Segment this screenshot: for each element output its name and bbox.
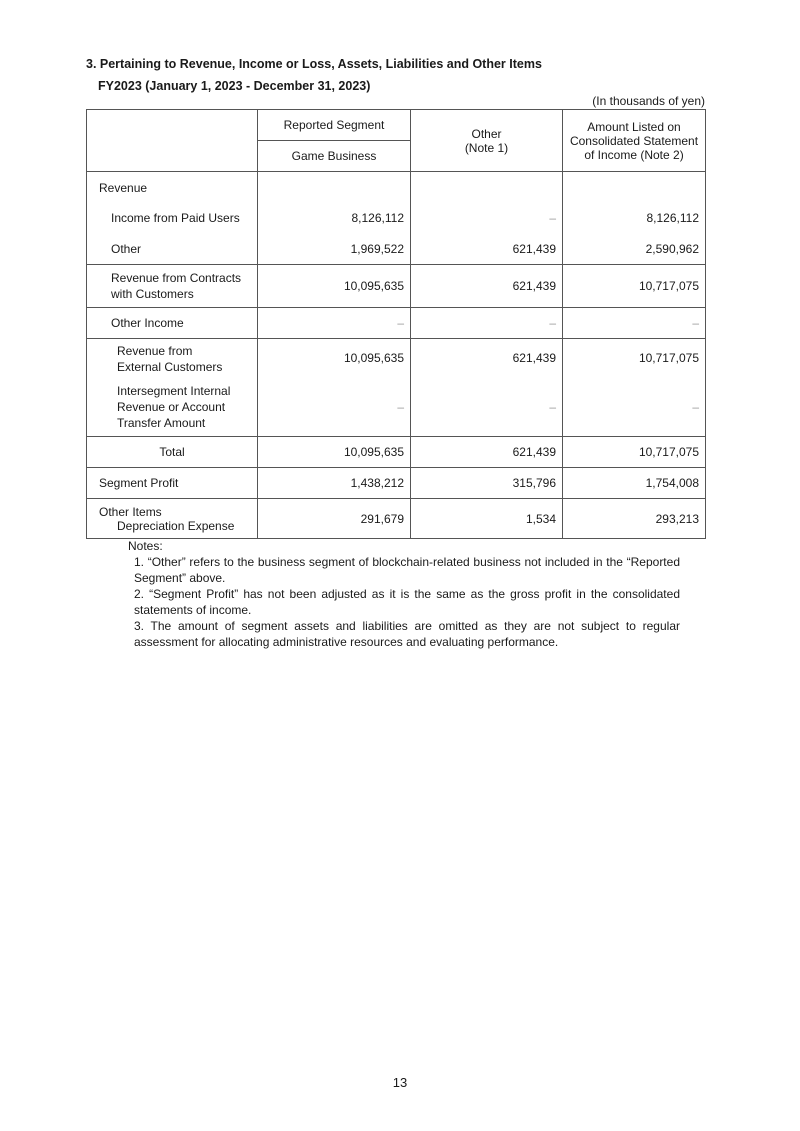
depreciation-amount-value: 293,213	[563, 499, 706, 539]
external-label-line1: Revenue from	[117, 344, 193, 358]
contracts-amount-value: 10,717,075	[563, 265, 706, 308]
segment-profit-amount-value: 1,754,008	[563, 468, 706, 499]
header-other-line1: Other	[471, 126, 502, 141]
external-intersegment-game	[258, 339, 411, 437]
header-game-business: Game Business	[258, 141, 411, 172]
paid-users-label: Income from Paid Users	[111, 211, 240, 225]
notes-block	[128, 538, 680, 650]
notes-title: Notes:	[128, 539, 163, 553]
external-game-value: 10,095,635	[343, 351, 404, 365]
other-income-amount-value: –	[563, 308, 706, 339]
total-game-value: 10,095,635	[258, 437, 411, 468]
header-amount-listed	[563, 110, 706, 172]
total-other-value: 621,439	[411, 437, 563, 468]
segment-profit-game-value: 1,438,212	[258, 468, 411, 499]
note-3: 3. The amount of segment assets and liabilities are omitted as they are not subject to regular assessment for allocating administrative resources and evaluating performance.	[134, 619, 680, 649]
header-amount-line3: of Income (Note 2)	[584, 147, 684, 162]
external-intersegment-amount	[563, 339, 706, 437]
note-2: 2. “Segment Profit” has not been adjusted as it is the same as the gross profit in the consolidated statements of income.	[134, 587, 680, 617]
external-other-value: 621,439	[512, 351, 556, 365]
section-title: 3. Pertaining to Revenue, Income or Loss, Assets, Liabilities and Other Items	[86, 57, 542, 71]
total-amount-value: 10,717,075	[563, 437, 706, 468]
other-income-other-value: –	[411, 308, 563, 339]
intersegment-label-line3: Transfer Amount	[117, 416, 206, 430]
external-intersegment-other	[411, 339, 563, 437]
revenue-group-labels	[87, 172, 258, 265]
revenue-label: Revenue	[99, 180, 148, 195]
other-revenue-game-value: 1,969,522	[350, 241, 404, 256]
header-amount-line2: Consolidated Statement	[569, 133, 699, 148]
paid-users-other-value: –	[549, 211, 556, 225]
intersegment-label-line1: Intersegment Internal	[117, 384, 231, 398]
contracts-game-value: 10,095,635	[258, 265, 411, 308]
revenue-group-game	[258, 172, 411, 265]
other-income-game-value: –	[258, 308, 411, 339]
contracts-other-value: 621,439	[411, 265, 563, 308]
header-other	[411, 110, 563, 172]
intersegment-other-value: –	[549, 399, 556, 414]
external-amount-value: 10,717,075	[638, 351, 699, 365]
intersegment-game-value: –	[397, 399, 404, 414]
paid-users-amount-value: 8,126,112	[646, 211, 699, 225]
contracts-label-line1: Revenue from Contracts	[111, 271, 242, 285]
note-1: 1. “Other” refers to the business segment of blockchain-related business not included in the “Reported Segment” above.	[134, 555, 680, 585]
contracts-label	[87, 265, 258, 308]
intersegment-label	[87, 383, 257, 436]
depreciation-other-value: 1,534	[411, 499, 563, 539]
contracts-label-line2: with Customers	[111, 287, 194, 301]
header-blank-cell	[87, 110, 258, 172]
paid-users-game-value: 8,126,112	[351, 211, 404, 225]
other-revenue-amount-value: 2,590,962	[645, 241, 699, 256]
segment-profit-label: Segment Profit	[87, 468, 258, 499]
period-heading: FY2023 (January 1, 2023 - December 31, 2023)	[98, 79, 371, 93]
other-items-label-line1: Other Items	[99, 504, 162, 519]
external-label-line2: External Customers	[117, 360, 223, 374]
intersegment-amount-value: –	[692, 399, 699, 414]
depreciation-game-value: 291,679	[258, 499, 411, 539]
revenue-group-amount	[563, 172, 706, 265]
page-number: 13	[392, 1075, 408, 1090]
external-intersegment-labels	[87, 339, 258, 437]
total-label: Total	[87, 437, 258, 468]
external-label	[87, 339, 257, 383]
depreciation-label: Depreciation Expense	[117, 518, 235, 533]
other-income-label: Other Income	[87, 308, 258, 339]
revenue-group-other	[411, 172, 563, 265]
header-reported-segment: Reported Segment	[258, 110, 411, 141]
header-other-line2: (Note 1)	[464, 140, 509, 155]
unit-label: (In thousands of yen)	[592, 94, 705, 108]
intersegment-label-line2: Revenue or Account	[117, 400, 226, 414]
header-amount-line1: Amount Listed on	[587, 119, 681, 134]
segment-table	[86, 109, 706, 539]
other-revenue-label: Other	[111, 241, 142, 256]
other-revenue-other-value: 621,439	[512, 241, 556, 256]
segment-profit-other-value: 315,796	[411, 468, 563, 499]
other-items-label	[87, 499, 258, 539]
